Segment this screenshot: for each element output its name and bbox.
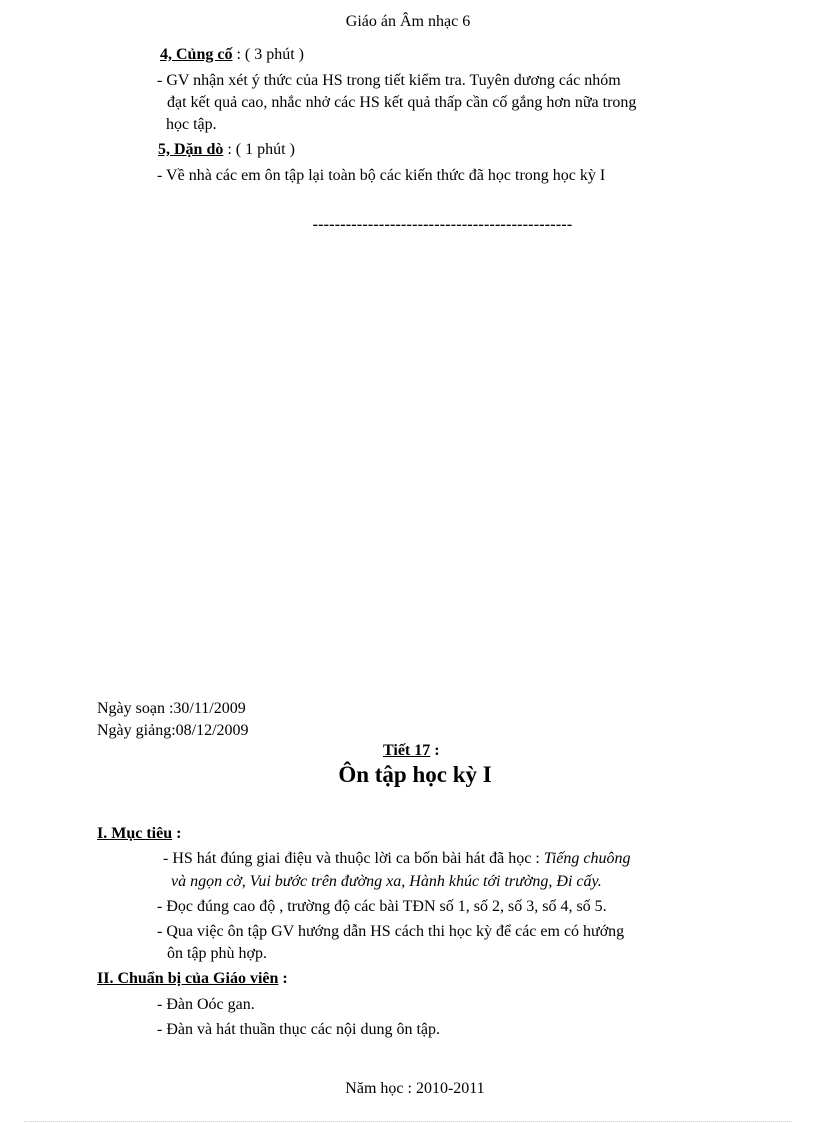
lesson-number-colon: :	[430, 742, 440, 759]
objective-item-3-line-2: ôn tập phù hợp.	[167, 945, 268, 962]
footer-rule	[24, 1121, 792, 1122]
lesson-title: Ôn tập học kỳ I	[338, 762, 492, 787]
objective-item-1-songs: và ngọn cờ, Vui bước trên đường xa, Hành khúc tới trường, Đi cấy.	[171, 873, 602, 890]
lesson-number-row	[383, 742, 440, 760]
lesson-number: Tiết 17	[383, 742, 431, 759]
section-4-heading: 4, Củng cố	[160, 46, 233, 63]
preparation-heading-row	[97, 968, 288, 990]
objectives-heading: I. Mục tiêu	[97, 825, 173, 842]
section-4-line-1: - GV nhận xét ý thức của HS trong tiết kiểm tra. Tuyên dương các nhóm	[157, 72, 621, 89]
section-4-line-2: đạt kết quả cao, nhắc nhở các HS kết quả thấp cần cố gắng hơn nữa trong	[167, 94, 637, 111]
preparation-item-1: - Đàn Oóc gan.	[157, 996, 255, 1013]
section-5-heading-row	[158, 139, 295, 161]
date-taught: Ngày giảng:08/12/2009	[97, 722, 249, 739]
section-5-time: : ( 1 phút )	[227, 141, 295, 158]
objective-item-1-song: Tiếng chuông	[543, 850, 631, 867]
section-divider: -----------------------------------------------	[312, 216, 573, 233]
section-5-line: - Về nhà các em ôn tập lại toàn bộ các kiến thức đã học trong học kỳ I	[157, 167, 606, 184]
objectives-heading-row	[97, 823, 181, 845]
section-4-line-3: học tập.	[166, 116, 217, 133]
page-header: Giáo án Âm nhạc 6	[345, 13, 471, 30]
objective-item-3-line-1: - Qua việc ôn tập GV hướng dẫn HS cách thi học kỳ để các em có hướng	[157, 923, 625, 940]
date-prepared: Ngày soạn :30/11/2009	[97, 700, 246, 717]
preparation-heading: II. Chuẩn bị của Giáo viên	[97, 970, 279, 987]
section-5-heading: 5, Dặn dò	[158, 141, 224, 158]
objective-item-1	[163, 848, 630, 870]
objectives-colon: :	[172, 825, 182, 842]
section-4-heading-row	[160, 44, 304, 66]
section-4-time: : ( 3 phút )	[236, 46, 304, 63]
preparation-colon: :	[278, 970, 288, 987]
page-footer: Năm học : 2010-2011	[345, 1080, 485, 1097]
preparation-item-2: - Đàn và hát thuần thục các nội dung ôn tập.	[157, 1021, 441, 1038]
objective-item-2: - Đọc đúng cao độ , trường độ các bài TĐN số 1, số 2, số 3, số 4, số 5.	[157, 898, 607, 915]
objective-item-1-text: - HS hát đúng giai điệu và thuộc lời ca bốn bài hát đã học :	[163, 850, 544, 867]
